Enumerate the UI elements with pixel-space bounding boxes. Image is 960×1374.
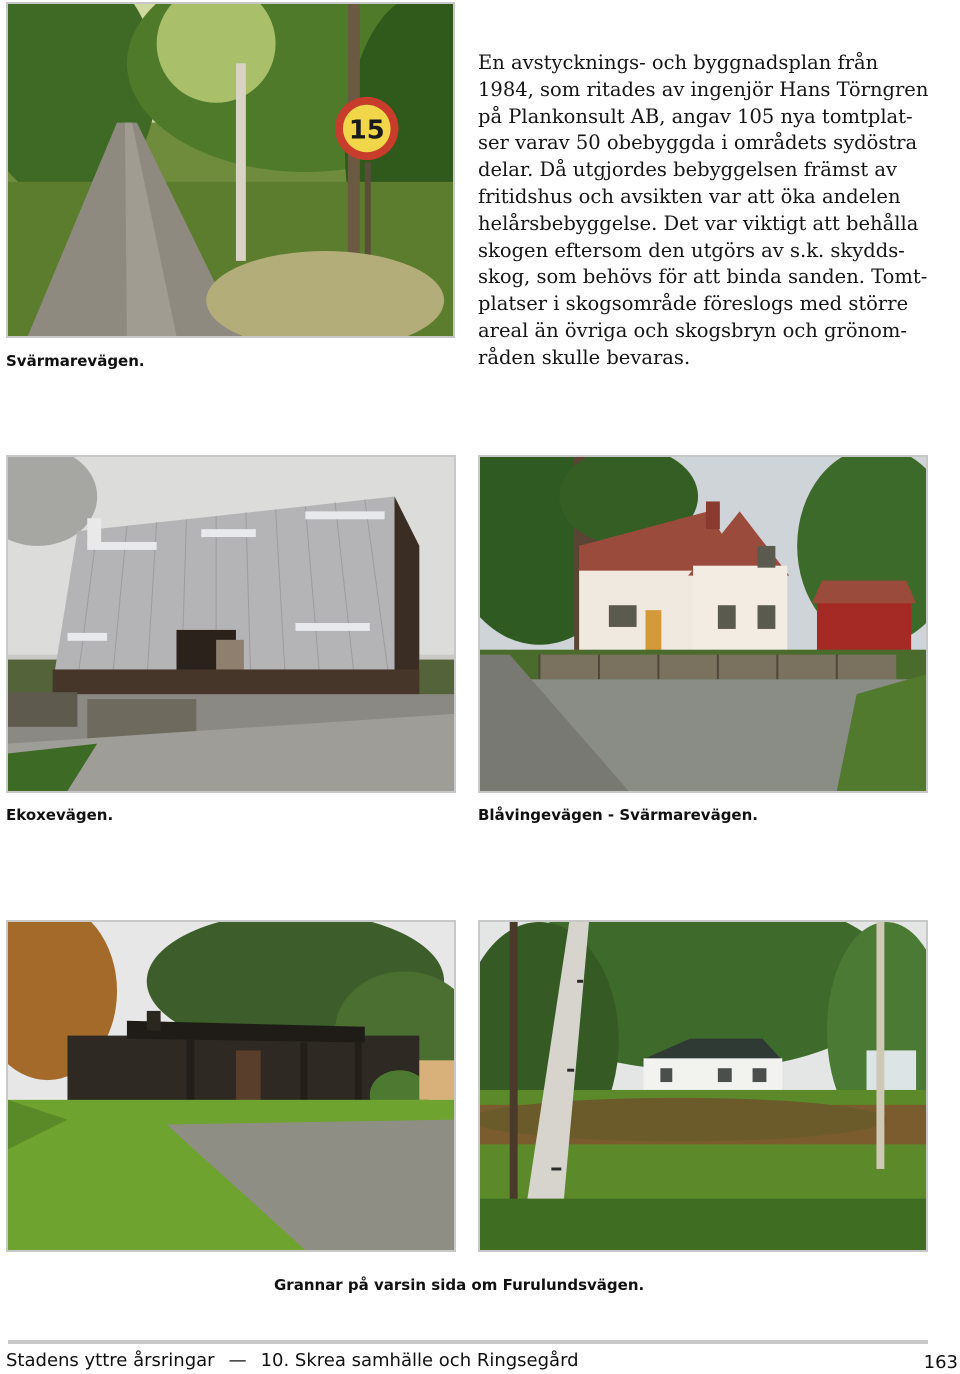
photo-caption-neighbors: Grannar på varsin sida om Furulundsvägen. xyxy=(274,1276,645,1294)
body-line: En avstycknings- och byggnadsplan från xyxy=(478,51,879,74)
body-line: skog, som behövs för att binda sanden. Tomt- xyxy=(478,265,928,289)
body-line: fritidshus och avsikten var att öka andelen xyxy=(478,184,901,208)
body-line: areal än övriga och skogsbryn och grönom- xyxy=(478,318,907,342)
body-line: helårsbebyggelse. Det var viktigt att behålla xyxy=(478,211,919,235)
body-line: platser i skogsområde föreslogs med större xyxy=(478,292,909,316)
footer-running-title xyxy=(6,1350,579,1371)
body-line: råden skulle bevaras. xyxy=(478,345,691,369)
body-paragraph xyxy=(478,50,948,372)
body-line: delar. Då utgjordes bebyggelsen främst av xyxy=(478,158,898,182)
footer-divider xyxy=(8,1340,928,1344)
body-line: på Plankonsult AB, angav 105 nya tomtplat- xyxy=(478,104,913,128)
photo-caption-svarmarevagen: Svärmarevägen. xyxy=(6,352,145,370)
photo-ekoxevagen xyxy=(6,455,456,793)
body-line: ser varav 50 obebyggda i områdets sydöstra xyxy=(478,131,918,155)
speed-sign-text: 15 xyxy=(348,115,385,146)
chapter-title: 10. Skrea samhälle och Ringsegård xyxy=(260,1350,579,1371)
body-line: skogen eftersom den utgörs av s.k. skydds- xyxy=(478,238,905,262)
footer-separator: — xyxy=(228,1350,247,1371)
photo-white-cottage xyxy=(478,920,928,1252)
photo-dark-house xyxy=(6,920,456,1252)
photo-caption-ekoxevagen: Ekoxevägen. xyxy=(6,806,114,824)
photo-caption-blavingevagen: Blåvingevägen - Svärmarevägen. xyxy=(478,806,758,824)
book-title: Stadens yttre årsringar xyxy=(6,1350,215,1371)
photo-svarmarevagen xyxy=(6,2,455,338)
body-line: 1984, som ritades av ingenjör Hans Törngren xyxy=(478,77,929,101)
page-number: 163 xyxy=(923,1352,958,1373)
photo-blavingevagen xyxy=(478,455,928,793)
